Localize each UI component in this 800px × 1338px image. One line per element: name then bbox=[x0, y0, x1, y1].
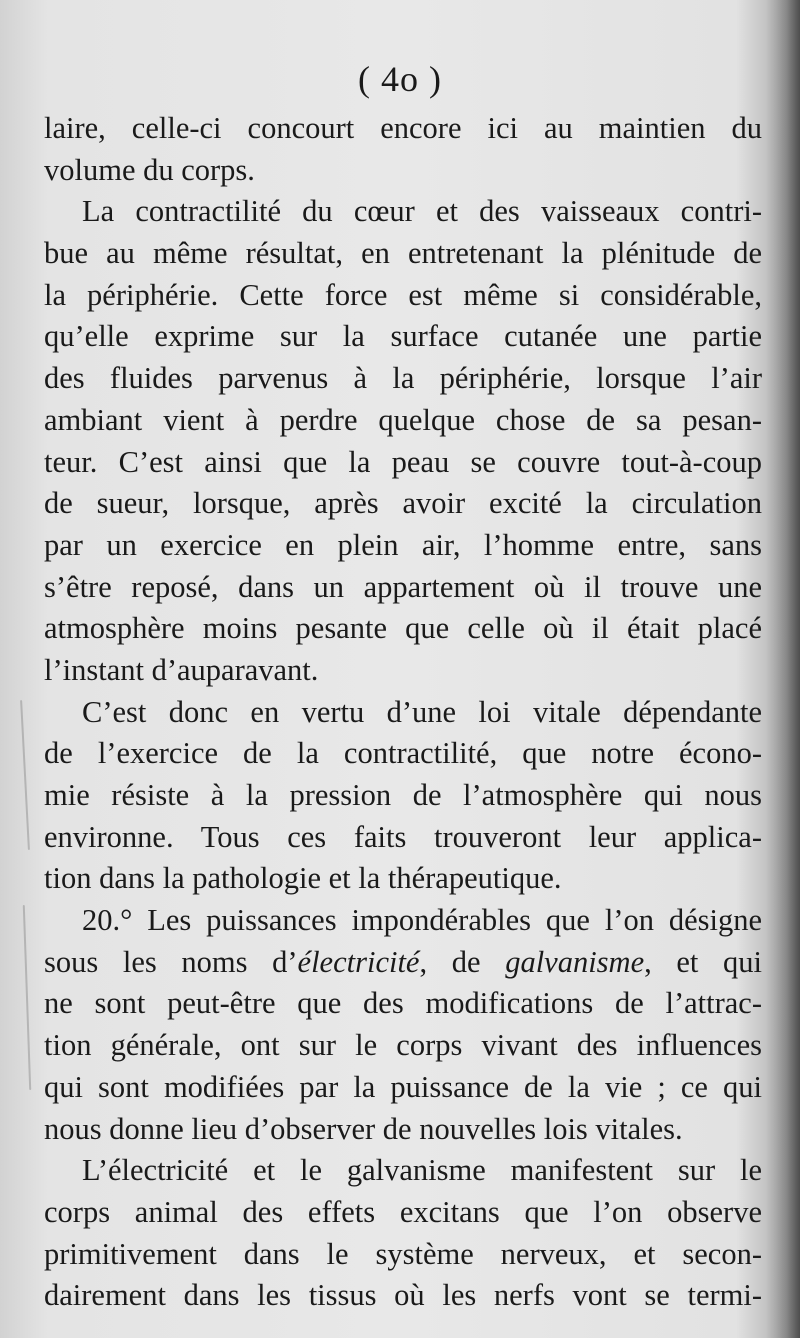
text-line: primitivement dans le système nerveux, et secon- bbox=[44, 1236, 762, 1271]
text-line: La contractilité du cœur et des vaisseaux contri- bbox=[82, 194, 762, 229]
text-line: qui sont modifiées par la puissance de la vie ; ce qui bbox=[44, 1069, 762, 1104]
text-line: 20.° Les puissances impondérables que l’on désigne bbox=[82, 903, 762, 938]
text-line: tion dans la pathologie et la thérapeutique. bbox=[44, 861, 562, 896]
text-line: des fluides parvenus à la périphérie, lorsque l’air bbox=[44, 361, 762, 396]
text-line: ne sont peut-être que des modifications de l’attrac- bbox=[44, 986, 762, 1021]
text-line: laire, celle-ci concourt encore ici au maintien du bbox=[44, 111, 762, 145]
text-line: s’être reposé, dans un appartement où il trouve une bbox=[44, 569, 762, 604]
text-line: dairement dans les tissus où les nerfs vont se termi- bbox=[44, 1278, 762, 1313]
text-line: volume du corps. bbox=[44, 152, 255, 187]
pencil-mark bbox=[20, 700, 30, 850]
text-line: de l’exercice de la contractilité, que notre écono- bbox=[44, 736, 762, 771]
text-line: L’électricité et le galvanisme manifestent sur le bbox=[82, 1153, 762, 1188]
body-text bbox=[44, 108, 762, 1317]
text-line: teur. C’est ainsi que la peau se couvre tout-à-coup bbox=[44, 444, 762, 479]
text-line: mie résiste à la pression de l’atmosphère qui nous bbox=[44, 778, 762, 812]
text-line: la périphérie. Cette force est même si considérable, bbox=[44, 277, 762, 312]
text-line: C’est donc en vertu d’une loi vitale dépendante bbox=[82, 694, 762, 729]
text-line: de sueur, lorsque, après avoir excité la circulation bbox=[44, 486, 762, 521]
text-line: nous donne lieu d’observer de nouvelles lois vitales. bbox=[44, 1111, 683, 1146]
text-line: l’instant d’auparavant. bbox=[44, 652, 319, 687]
text-line: par un exercice en plein air, l’homme entre, sans bbox=[44, 527, 762, 562]
text-line: corps animal des effets excitans que l’on observe bbox=[44, 1194, 762, 1229]
text-line: atmosphère moins pesante que celle où il était placé bbox=[44, 611, 762, 646]
text-line: qu’elle exprime sur la surface cutanée une partie bbox=[44, 319, 762, 354]
page-number: ( 4o ) bbox=[358, 59, 442, 99]
pencil-mark bbox=[23, 905, 31, 1090]
text-line: bue au même résultat, en entretenant la plénitude de bbox=[44, 236, 762, 271]
text-line: ambiant vient à perdre quelque chose de sa pesan- bbox=[44, 402, 762, 437]
text-line: environne. Tous ces faits trouveront leur applica- bbox=[44, 819, 762, 854]
text-line: tion générale, ont sur le corps vivant des influences bbox=[44, 1028, 762, 1063]
binding-shadow bbox=[766, 0, 800, 1338]
text-line: sous les noms d’électricité, de galvanisme, et qui bbox=[44, 944, 762, 979]
